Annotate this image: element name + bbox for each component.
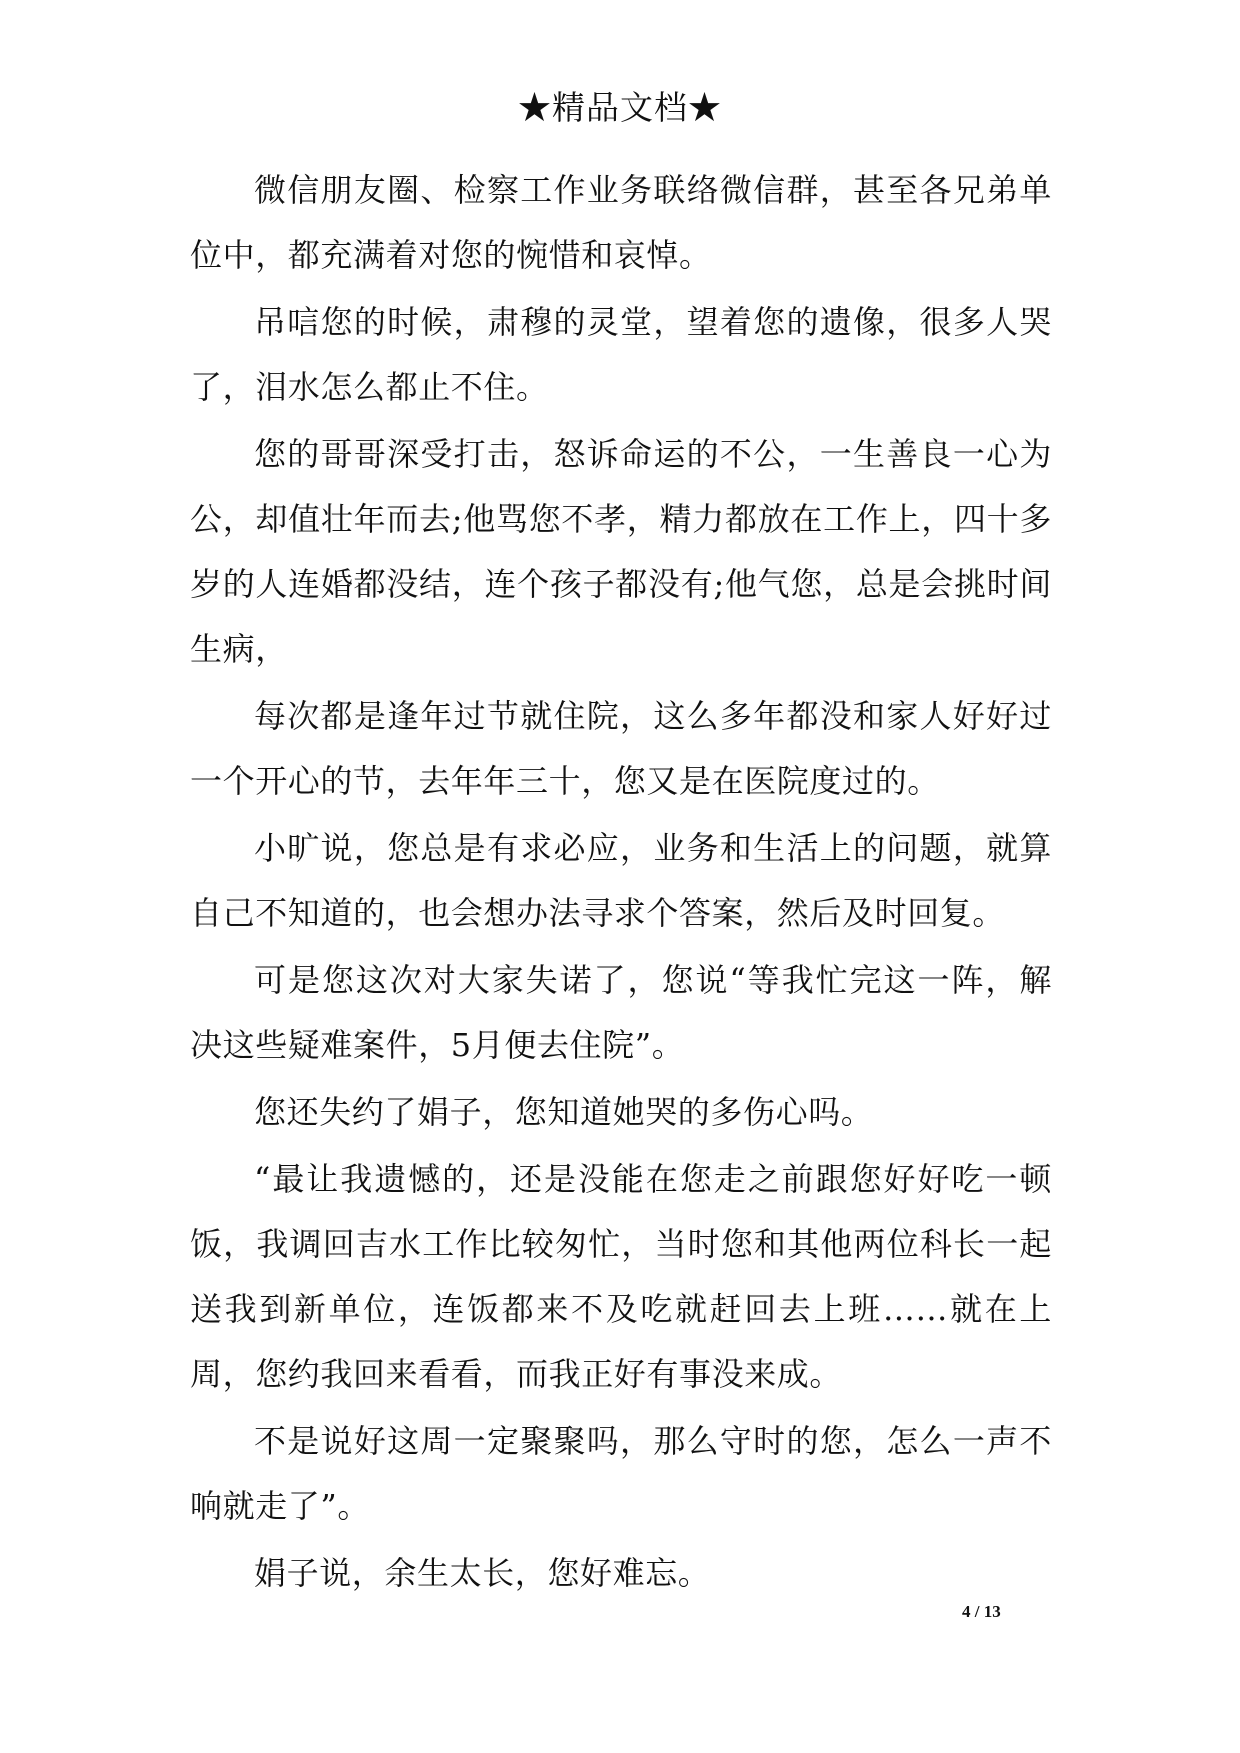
page-number: 4 / 13 [962,1602,1001,1621]
paragraph: 微信朋友圈、检察工作业务联络微信群，甚至各兄弟单位中，都充满着对您的惋惜和哀悼。 [190,171,1052,274]
paragraph: 可是您这次对大家失诺了，您说“等我忙完这一阵，解决这些疑难案件，5月便去住院”。 [190,961,1052,1064]
paragraph: 娟子说，余生太长，您好难忘。 [254,1554,711,1592]
document-header-title: ★精品文档★ [518,88,722,127]
paragraph: 您的哥哥深受打击，怒诉命运的不公，一生善良一心为公，却值壮年而去;他骂您不孝，精力都放在工作上，四十多岁的人连婚都没结，连个孩子都没有;他气您，总是会挑时间生病， [190,435,1052,668]
paragraph: “最让我遗憾的，还是没能在您走之前跟您好好吃一顿饭，我调回吉水工作比较匆忙，当时您和其他两位科长一起送我到新单位，连饭都来不及吃就赶回去上班……就在上周，您约我回来看看，而我正好有事没来成。 [190,1160,1052,1393]
paragraph: 您还失约了娟子，您知道她哭的多伤心吗。 [254,1093,874,1131]
paragraph: 吊唁您的时候，肃穆的灵堂，望着您的遗像，很多人哭了，泪水怎么都止不住。 [190,303,1052,406]
paragraph: 每次都是逢年过节就住院，这么多年都没和家人好好过一个开心的节，去年年三十，您又是在医院度过的。 [190,697,1052,800]
paragraph: 不是说好这周一定聚聚吗，那么守时的您，怎么一声不响就走了”。 [190,1422,1052,1525]
paragraph: 小旷说，您总是有求必应，业务和生活上的问题，就算自己不知道的，也会想办法寻求个答案，然后及时回复。 [190,829,1052,932]
document-body [190,158,1052,1608]
